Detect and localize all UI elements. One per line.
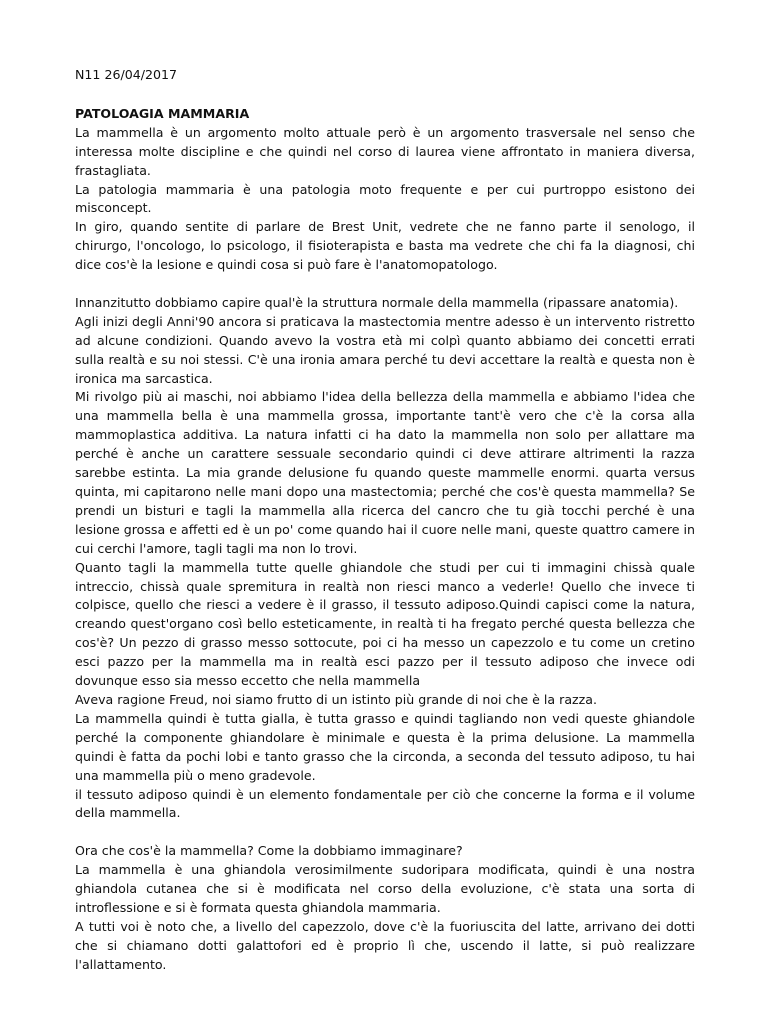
document-header: N11 26/04/2017 [75, 67, 178, 82]
paragraph: In giro, quando sentite di parlare de Brest Unit, vedrete che ne fanno parte il senologo, il chirurgo, l'oncologo, lo psicologo, il fisioterapista e basta ma vedrete che chi fa la diagnosi, chi dice cos'è la lesione e quindi cosa si può fare è l'anatomopatologo. [75, 219, 695, 273]
paragraph: il tessuto adiposo quindi è un elemento fondamentale per ciò che concerne la forma e il volume della mammella. [75, 786, 695, 821]
paragraph: Mi rivolgo più ai maschi, noi abbiamo l'idea della bellezza della mammella e abbiamo l'idea che una mammella bella è una mammella grossa, importante tant'è vero che c'è la corsa alla mammoplastica additiva. La natura infatti ci ha dato la mammella non solo per allattare ma perché è anche un carattere sessuale secondario quindi ci deve attirare altrimenti la razza sarebbe estinta. La mia grande delusione fu quando queste mammelle enormi. quarta versus quinta, mi capitarono nelle mani dopo una mastectomia; perché che cos'è questa mammella? Se prendi un bisturi e tagli la mammella alla ricerca del cancro che tu già tocchi perché è una lesione grossa e affetti ed è un po' come quando hai il cuore nelle mani, queste quattro camere in cui cerchi l'amore, tagli tagli ma non lo trovi. [75, 389, 695, 556]
paragraph: Innanzitutto dobbiamo capire qual'è la struttura normale della mammella (ripassare anatomia). [75, 294, 679, 310]
paragraph: A tutti voi è noto che, a livello del capezzolo, dove c'è la fuoriuscita del latte, arrivano dei dotti che si chiamano dotti galattofori ed è proprio lì che, uscendo il latte, si può realizzare l'allattamento. [75, 918, 695, 972]
paragraph: Ora che cos'è la mammella? Come la dobbiamo immaginare? [75, 843, 463, 859]
paragraph: La mammella è un argomento molto attuale però è un argomento trasversale nel senso che interessa molte discipline e che quindi nel corso di laurea viene affrontato in maniera diversa, frastagliata. [75, 124, 695, 178]
document-page [75, 66, 695, 975]
paragraph: Aveva ragione Freud, noi siamo frutto di un istinto più grande di noi che è la razza. [75, 691, 597, 707]
paragraph: Quanto tagli la mammella tutte quelle ghiandole che studi per cui ti immagini chissà quale intreccio, chissà quale spremitura in realtà non riesci manco a vederle! Quello che invece ti colpisce, quello che riesci a vedere è il grasso, il tessuto adiposo.Quindi capisci come la natura, creando quest'organo così bello esteticamente, in realtà ti ha fregato perché questa bellezza che cos'è? Un pezzo di grasso messo sottocute, poi ci ha messo un capezzolo e tu come un cretino esci pazzo per la mammella ma in realtà esci pazzo per il tessuto adiposo che invece odi dovunque esso sia messo eccetto che nella mammella [75, 559, 695, 689]
paragraph-spacer [75, 275, 695, 294]
document-title: PATOLOAGIA MAMMARIA [75, 105, 250, 121]
paragraph: La mammella è una ghiandola verosimilmente sudoripara modificata, quindi è una nostra ghiandola cutanea che si è modificata nel corso della evoluzione, c'è stata una sorta di introflessione e si è formata questa ghiandola mammaria. [75, 862, 695, 915]
paragraph: La patologia mammaria è una patologia moto frequente e per cui purtroppo esistono dei misconcept. [75, 181, 695, 216]
paragraph: La mammella quindi è tutta gialla, è tutta grasso e quindi tagliando non vedi queste ghiandole perché la componente ghiandolare è minimale e questa è la prima delusione. La mammella quindi è fatta da pochi lobi e tanto grasso che la circonda, a seconda del tessuto adiposo, tu hai una mammella più o meno gradevole. [75, 710, 695, 783]
paragraph: Agli inizi degli Anni'90 ancora si praticava la mastectomia mentre adesso è un intervento ristretto ad alcune condizioni. Quando avevo la vostra età mi colpì quanto abbiamo dei concetti errati sulla realtà e su noi stessi. C'è una ironia amara perché tu devi accettare la realtà e questa non è ironica ma sarcastica. [75, 313, 695, 386]
paragraph-spacer [75, 823, 695, 842]
